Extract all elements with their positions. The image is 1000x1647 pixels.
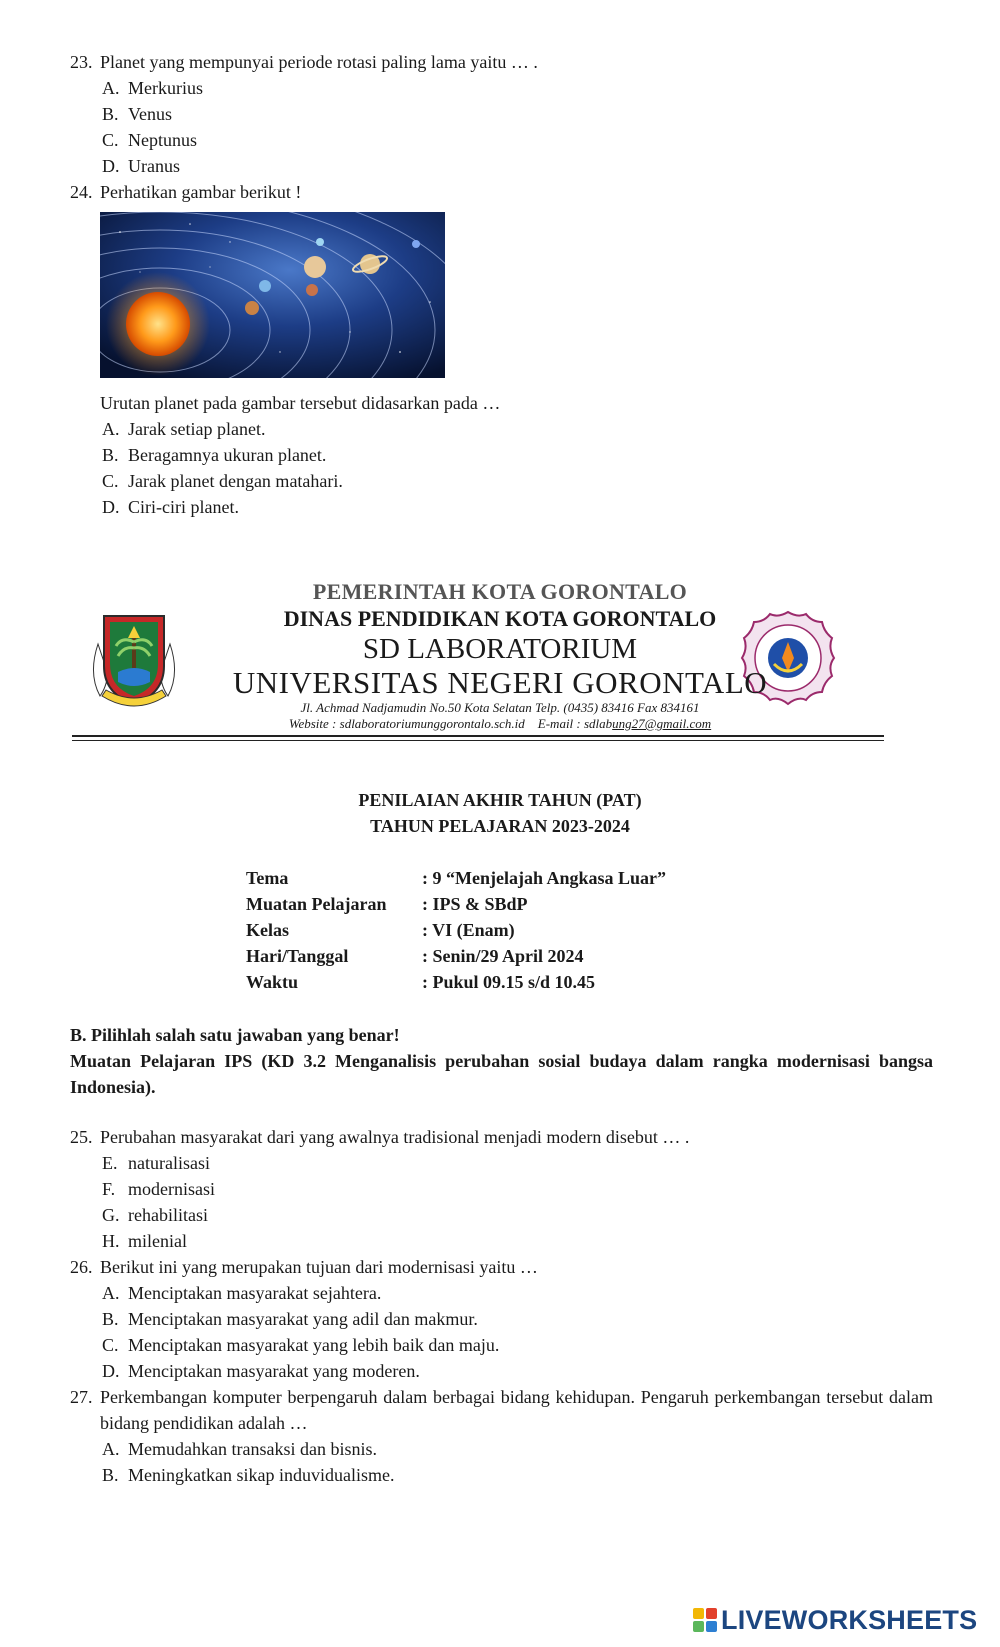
question-27-options — [102, 1436, 394, 1488]
letterhead-divider — [72, 735, 884, 737]
solar-system-illustration-icon — [100, 212, 445, 378]
option[interactable]: F. modernisasi — [102, 1179, 215, 1199]
question-number: 24. — [70, 182, 93, 202]
exam-year: TAHUN PELAJARAN 2023-2024 — [370, 816, 630, 836]
question-text: Berikut ini yang merupakan tujuan dari modernisasi yaitu … — [100, 1257, 538, 1277]
email-link[interactable]: ung27@gmail.com — [612, 716, 712, 731]
option[interactable]: A. Merkurius — [102, 78, 203, 98]
option[interactable]: B. Meningkatkan sikap induvidualisme. — [102, 1465, 395, 1485]
question-text: Planet yang mempunyai periode rotasi paling lama yaitu … . — [100, 52, 538, 72]
exam-name: PENILAIAN AKHIR TAHUN (PAT) — [358, 790, 642, 810]
question-27 — [70, 1384, 933, 1436]
letterhead-divider-thin — [72, 740, 884, 741]
question-25 — [70, 1124, 689, 1150]
question-24 — [70, 179, 301, 205]
block — [693, 1621, 704, 1632]
question-26-options — [102, 1280, 499, 1384]
option[interactable]: D. Uranus — [102, 156, 180, 176]
block — [693, 1608, 704, 1619]
letterhead-contact — [0, 716, 1000, 732]
info-row: Tema : 9 “Menjelajah Angkasa Luar” — [246, 868, 667, 888]
letterhead-line-3: SD LABORATORIUM — [362, 633, 638, 665]
question-number: 27. — [70, 1387, 93, 1407]
letterhead-line-1: PEMERINTAH KOTA GORONTALO — [312, 579, 688, 604]
question-text: Perkembangan komputer berpengaruh dalam berbagai bidang kehidupan. Pengaruh perkembangan tersebut dalam bidang pendidikan adalah … — [100, 1387, 933, 1433]
option[interactable]: B. Beragamnya ukuran planet. — [102, 445, 327, 465]
liveworksheets-brand: LIVEWORKSHEETS — [721, 1604, 978, 1635]
option[interactable]: G. rehabilitasi — [102, 1205, 208, 1225]
email-label: E-mail : sdlab — [537, 716, 613, 731]
block — [706, 1608, 717, 1619]
option[interactable]: A. Menciptakan masyarakat sejahtera. — [102, 1283, 382, 1303]
exam-info-table — [246, 865, 666, 995]
info-row: Waktu : Pukul 09.15 s/d 10.45 — [246, 972, 596, 992]
letterhead-line-2: DINAS PENDIDIKAN KOTA GORONTALO — [283, 606, 717, 631]
info-row: Muatan Pelajaran : IPS & SBdP — [246, 894, 528, 914]
question-text: Perubahan masyarakat dari yang awalnya tradisional menjadi modern disebut … . — [100, 1127, 690, 1147]
option[interactable]: E. naturalisasi — [102, 1153, 210, 1173]
letterhead-address: Jl. Achmad Nadjamudin No.50 Kota Selatan Telp. (0435) 83416 Fax 834161 — [300, 700, 700, 715]
section-title: B. Pilihlah salah satu jawaban yang benar! — [70, 1025, 400, 1045]
option[interactable]: D. Ciri-ciri planet. — [102, 497, 239, 517]
liveworksheets-blocks-icon — [693, 1608, 717, 1632]
solar-system-image — [100, 212, 445, 378]
question-number: 26. — [70, 1257, 93, 1277]
section-header — [70, 1022, 933, 1100]
letterhead-line-4: UNIVERSITAS NEGERI GORONTALO — [232, 665, 768, 700]
question-number: 23. — [70, 52, 93, 72]
info-row: Kelas : VI (Enam) — [246, 920, 515, 940]
question-24-prompt: Urutan planet pada gambar tersebut didasarkan pada … — [100, 393, 501, 413]
option[interactable]: D. Menciptakan masyarakat yang moderen. — [102, 1361, 420, 1381]
letterhead — [0, 578, 1000, 732]
option[interactable]: C. Jarak planet dengan matahari. — [102, 471, 343, 491]
question-text: Perhatikan gambar berikut ! — [100, 182, 302, 202]
block — [706, 1621, 717, 1632]
info-row: Hari/Tanggal : Senin/29 April 2024 — [246, 946, 584, 966]
option[interactable]: B. Venus — [102, 104, 172, 124]
option[interactable]: B. Menciptakan masyarakat yang adil dan makmur. — [102, 1309, 478, 1329]
liveworksheets-logo[interactable] — [693, 1604, 977, 1636]
option[interactable]: A. Memudahkan transaksi dan bisnis. — [102, 1439, 377, 1459]
question-23-options — [102, 75, 203, 179]
option[interactable]: C. Neptunus — [102, 130, 197, 150]
option[interactable]: H. milenial — [102, 1231, 187, 1251]
question-25-options — [102, 1150, 215, 1254]
option[interactable]: C. Menciptakan masyarakat yang lebih baik dan maju. — [102, 1335, 500, 1355]
question-23 — [70, 49, 538, 75]
option[interactable]: A. Jarak setiap planet. — [102, 419, 266, 439]
question-26 — [70, 1254, 538, 1280]
question-24-options — [102, 416, 343, 520]
website-text: Website : sdlaboratoriumunggorontalo.sch.id — [288, 716, 525, 731]
exam-title — [0, 787, 1000, 839]
section-subtitle: Muatan Pelajaran IPS (KD 3.2 Menganalisis perubahan sosial budaya dalam rangka modernisasi bangsa Indonesia). — [70, 1051, 933, 1097]
question-number: 25. — [70, 1127, 93, 1147]
